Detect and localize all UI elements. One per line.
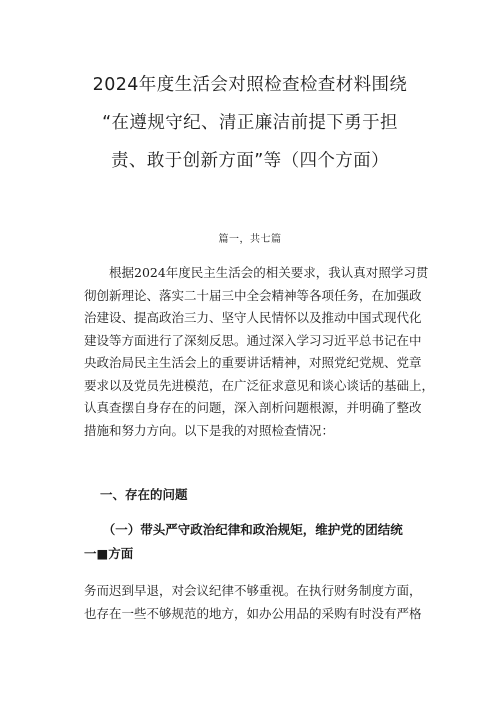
section-heading: 一、存在的问题 [100, 487, 188, 502]
paragraph-line: 要求以及党员先进模范，在广泛征求意见和谈心谈话的基础上， [84, 377, 435, 393]
title-line: “在遵规守纪、清正廉洁前提下勇于担 [102, 113, 398, 133]
document-title [60, 66, 440, 180]
heading-line: （一）带头严守政治纪律和政治规矩，维护党的团结统 [84, 522, 403, 537]
paragraph-line: 建设等方面进行了深刻反思。通过深入学习习近平总书记在中 [84, 332, 422, 348]
paragraph-line: 根据2024年度民主生活会的相关要求，我认真对照学习贯 [84, 265, 429, 280]
subsection-heading [84, 518, 424, 566]
part-label: 篇一，共七篇 [218, 234, 282, 245]
paragraph-line: 也存在一些不够规范的地方，如办公用品的采购有时没有严格 [84, 605, 422, 621]
paragraph-line: 彻创新理论、落实二十届三中全会精神等各项任务，在加强政 [84, 287, 422, 303]
heading-line: 一■方面 [84, 546, 134, 561]
paragraph-line: 务而迟到早退，对会议纪律不够重视。在执行财务制度方面， [84, 583, 422, 598]
body-paragraph [84, 580, 424, 625]
paragraph-line: 央政治局民主生活会上的重要讲话精神，对照党纪党规、党章 [84, 355, 422, 370]
paragraph-line: 措施和努力方向。以下是我的对照检查情况： [84, 422, 335, 438]
title-line: 2024年度生活会对照检查检查材料围绕 [92, 75, 408, 95]
paragraph-line: 治建设、提高政治三力、坚守人民情怀以及推动中国式现代化 [84, 310, 422, 325]
intro-paragraph [84, 262, 435, 442]
title-line: 责、敢于创新方面”等（四个方面） [111, 151, 389, 171]
paragraph-line: 认真查摆自身存在的问题，深入剖析问题根源，并明确了整改 [84, 400, 422, 415]
